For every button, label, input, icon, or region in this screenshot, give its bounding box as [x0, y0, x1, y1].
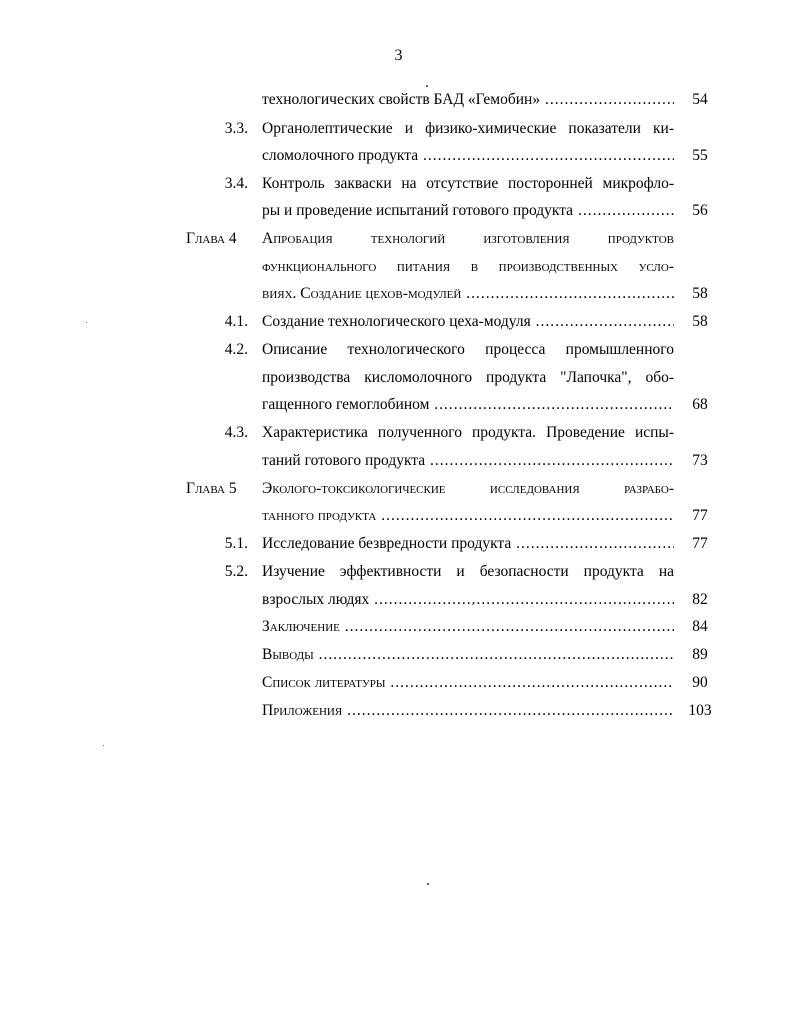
toc-entry-continuation[interactable] — [0, 394, 797, 416]
toc-entry-text: таний готового продукта ..... — [262, 450, 674, 472]
toc-entry-continuation[interactable] — [0, 200, 797, 222]
toc-entry-text: ры и проведение испытаний готового продукта ..... — [262, 200, 674, 222]
toc-entry-continuation[interactable] — [0, 283, 797, 305]
toc-entry-page: 73 — [692, 452, 708, 469]
toc-entry-text: Эколого-токсикологические исследования разрабо- — [262, 480, 674, 497]
toc-entry[interactable] — [0, 533, 797, 555]
toc-entry-continuation[interactable] — [0, 367, 797, 389]
toc-entry-text: функционального питания в производственных усло- — [262, 258, 674, 275]
toc-entry[interactable] — [0, 672, 797, 694]
toc-entry-text: Характеристика полученного продукта. Проведение испы- — [262, 424, 674, 441]
toc-entry-page: 103 — [688, 702, 712, 719]
toc-entry-number: 5.2. — [224, 563, 248, 580]
toc-entry-text: взрослых людях ..... — [262, 589, 674, 611]
toc-entry-text: гащенного гемоглобином ..... — [262, 394, 674, 416]
toc-entry-text: Выводы ..... — [262, 644, 674, 666]
toc-entry-page: 77 — [692, 507, 708, 524]
toc-entry[interactable] — [0, 422, 797, 444]
toc-entry-page: 82 — [692, 591, 708, 608]
toc-entry-continuation[interactable] — [0, 450, 797, 472]
toc-entry-page: 56 — [692, 202, 708, 219]
toc-chapter-label: Глава 4 — [186, 230, 237, 247]
toc-entry-page: 77 — [692, 535, 708, 552]
scan-speck — [86, 322, 87, 323]
toc-entry-text: Приложения ..... — [262, 700, 674, 722]
toc-entry-number: 4.2. — [224, 341, 248, 358]
toc-entry[interactable] — [0, 644, 797, 666]
toc-entry-page: 55 — [692, 147, 708, 164]
toc-entry[interactable] — [0, 173, 797, 195]
toc-entry-text: танного продукта ..... — [262, 505, 674, 527]
toc-entry[interactable] — [0, 228, 797, 250]
toc-entry-text: Список литературы ..... — [262, 672, 674, 694]
toc-entry-text: Исследование безвредности продукта ..... — [262, 533, 674, 555]
toc-entry-text: производства кисломолочного продукта "Лапочка", обо- — [262, 369, 674, 386]
toc-entry-number: 3.4. — [224, 175, 248, 192]
toc-entry[interactable] — [0, 118, 797, 140]
toc-entry[interactable] — [0, 478, 797, 500]
toc-entry-page: 89 — [692, 646, 708, 663]
toc-entry[interactable] — [0, 89, 797, 111]
toc-entry-text: технологических свойств БАД «Гемобин» ..... — [262, 89, 674, 111]
toc-entry-continuation[interactable] — [0, 256, 797, 278]
scan-speck — [103, 745, 104, 746]
toc-entry-number: 4.3. — [224, 424, 248, 441]
page-number: 3 — [394, 47, 403, 64]
toc-entry[interactable] — [0, 561, 797, 583]
toc-entry-text: Создание технологического цеха-модуля ..... — [262, 311, 674, 333]
toc-entry-text: Контроль закваски на отсутствие посторонней микрофло- — [262, 175, 674, 192]
toc-entry[interactable] — [0, 311, 797, 333]
toc-entry-page: 58 — [692, 285, 708, 302]
toc-entry-continuation[interactable] — [0, 505, 797, 527]
scan-speck — [427, 883, 429, 885]
toc-entry-continuation[interactable] — [0, 589, 797, 611]
toc-entry-page: 58 — [692, 313, 708, 330]
toc-entry-continuation[interactable] — [0, 145, 797, 167]
toc-entry-page: 84 — [692, 618, 708, 635]
toc-chapter-label: Глава 5 — [186, 480, 237, 497]
toc-entry-page: 54 — [692, 91, 708, 108]
toc-entry-text: Апробация технологий изготовления продуктов — [262, 230, 674, 247]
toc-entry-number: 4.1. — [224, 313, 248, 330]
toc-entry-text: Заключение ..... — [262, 616, 674, 638]
toc-entry-text: сломолочного продукта ..... — [262, 145, 674, 167]
toc-entry-number: 5.1. — [224, 535, 248, 552]
scan-speck — [426, 85, 428, 87]
toc-entry-text: Изучение эффективности и безопасности продукта на — [262, 563, 674, 580]
toc-entry-number: 3.3. — [224, 120, 248, 137]
toc-entry-text: виях. Создание цехов-модулей ..... — [262, 283, 674, 305]
toc-entry-page: 68 — [692, 396, 708, 413]
toc-entry[interactable] — [0, 339, 797, 361]
scan-speck — [472, 604, 473, 605]
toc-entry[interactable] — [0, 700, 797, 722]
toc-entry[interactable] — [0, 616, 797, 638]
toc-entry-text: Органолептические и физико-химические показатели ки- — [262, 120, 674, 137]
toc-entry-text: Описание технологического процесса промышленного — [262, 341, 674, 358]
toc-entry-page: 90 — [692, 674, 708, 691]
